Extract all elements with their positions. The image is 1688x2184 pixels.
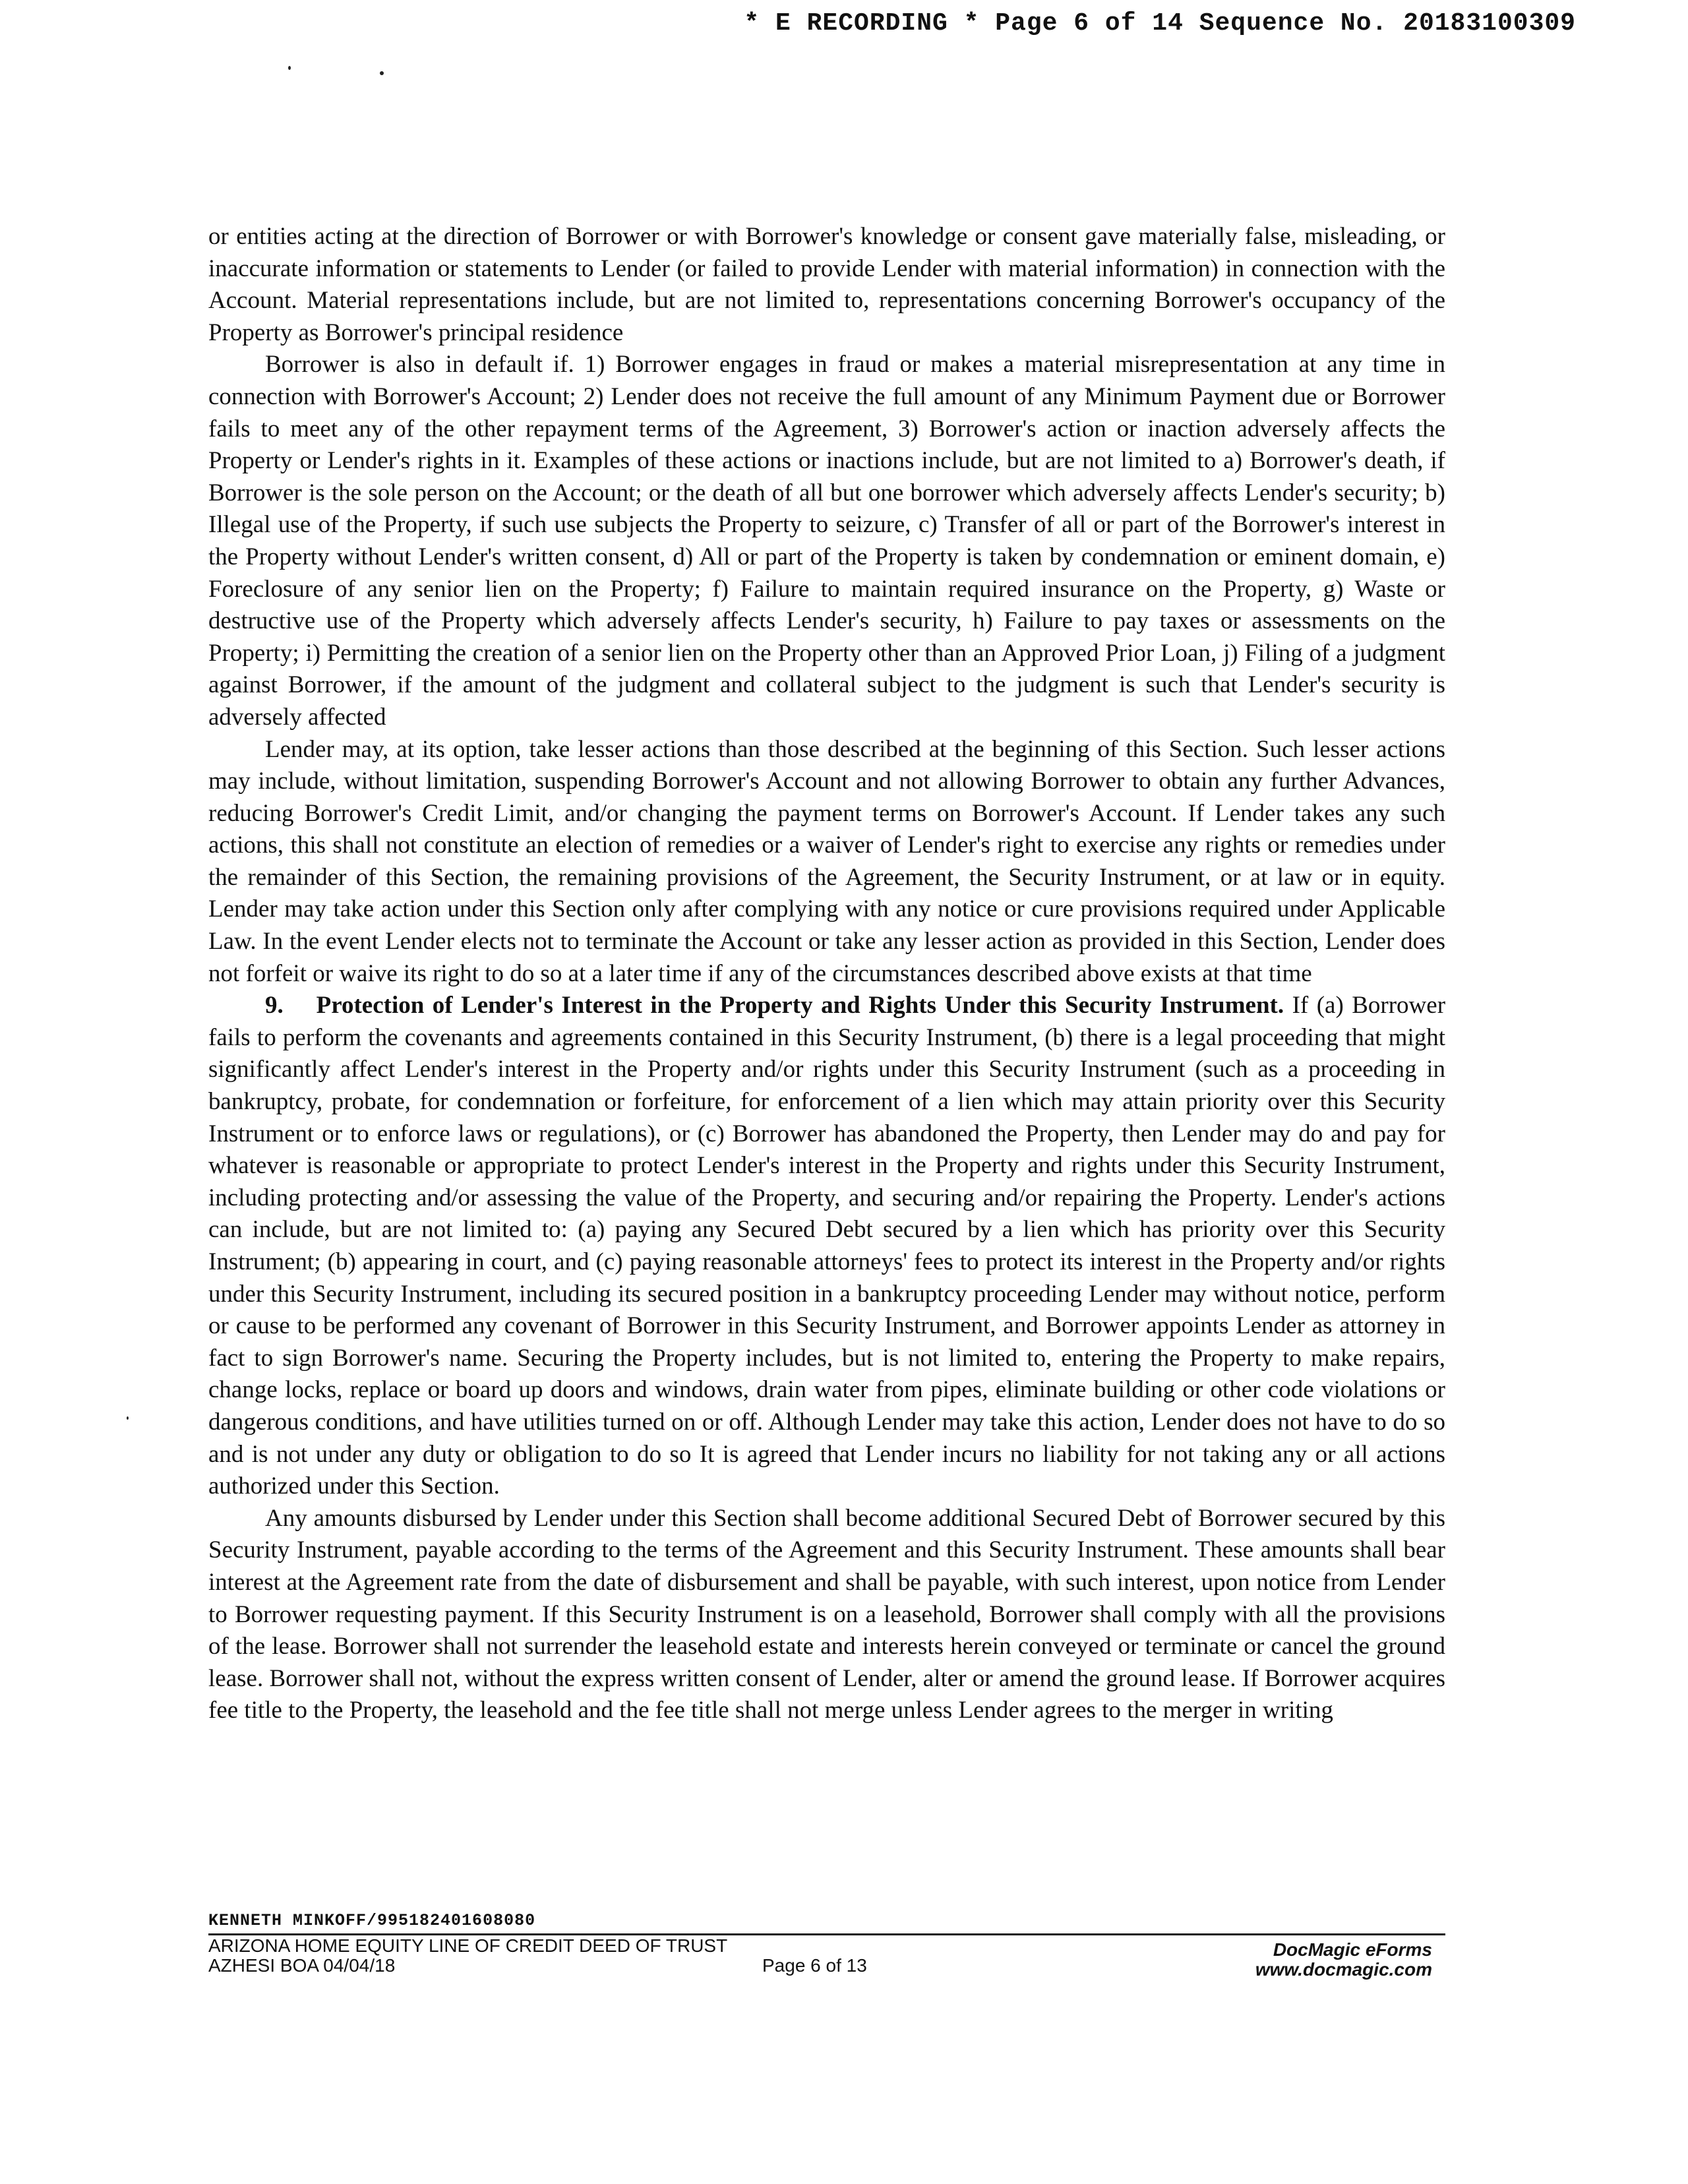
form-info bbox=[208, 1936, 727, 1976]
docmagic-brand bbox=[1255, 1940, 1432, 1980]
section-heading: Protection of Lender's Interest in the Property and Rights Under this Security Instrument. bbox=[316, 992, 1284, 1019]
section-number: 9. bbox=[265, 992, 284, 1019]
brand-logo-text: DocMagic eForms bbox=[1273, 1939, 1432, 1960]
scan-speck bbox=[127, 1416, 129, 1420]
form-title: ARIZONA HOME EQUITY LINE OF CREDIT DEED OF TRUST bbox=[208, 1935, 728, 1956]
brand-website: www.docmagic.com bbox=[1255, 1959, 1432, 1980]
paragraph: or entities acting at the direction of Borrower or with Borrower's knowledge or consent gave materially false, misleading, or inaccurate information or statements to Lender (or failed to provide Lender with material information) in connection with the Account. Material representations include, but are not limited to, representations concerning Borrower's occupancy of the Property as Borrower's principal residence bbox=[208, 223, 1445, 346]
borrower-id: KENNETH MINKOFF/995182401608080 bbox=[208, 1911, 536, 1930]
document-body bbox=[208, 221, 1445, 1727]
section-9-paragraph bbox=[208, 990, 1445, 1503]
paragraph: Any amounts disbursed by Lender under this Section shall become additional Secured Debt of Borrower secured by this Security Instrument, payable according to the terms of the Agreement and this Security Instrument. These amounts shall bear interest at the Agreement rate from the date of disbursement and shall be payable, with such interest, upon notice from Lender to Borrower requesting payment. If this Security Instrument is on a leasehold, Borrower shall comply with all the provisions of the lease. Borrower shall not surrender the leasehold estate and interests herein conveyed or terminate or cancel the ground lease. Borrower shall not, without the express written consent of Lender, alter or amend the ground lease. If Borrower acquires fee title to the Property, the leasehold and the fee title shall not merge unless Lender agrees to the merger in writing bbox=[208, 1504, 1445, 1724]
form-code: AZHESI BOA 04/04/18 bbox=[208, 1955, 396, 1976]
scan-speck bbox=[380, 71, 384, 75]
page-footer bbox=[208, 1911, 1445, 1980]
section-text: If (a) Borrower fails to perform the covenants and agreements contained in this Security Instrument, (b) there is a legal proceeding that might significantly affect Lender's interest in the Property and/or rights under this Security Instrument (such as a proceeding in bankruptcy, probate, for condemnation or forfeiture, for enforcement of a lien which may attain priority over this Security Instrument or to enforce laws or regulations), or (c) Borrower has abandoned the Property, then Lender may do and pay for whatever is reasonable or appropriate to protect Lender's interest in the Property and rights under this Security Instrument, including protecting and/or assessing the value of the Property, and securing and/or repairing the Property. Lender's actions can include, but are not limited to: (a) paying any Secured Debt secured by a lien which has priority over this Security Instrument; (b) appearing in court, and (c) paying reasonable attorneys' fees to protect its interest in the Property and/or rights under this Security Instrument, including its secured position in a bankruptcy proceeding Lender may without notice, perform or cause to be performed any covenant of Borrower in this Security Instrument, and Borrower appoints Lender as attorney in fact to sign Borrower's name. Securing the Property includes, but is not limited to, entering the Property to make repairs, change locks, replace or board up doors and windows, drain water from pipes, eliminate building or other code violations or dangerous conditions, and have utilities turned on or off. Although Lender may take this action, Lender does not have to do so and is not under any duty or obligation to do so It is agreed that Lender incurs no liability for not taking any or all actions authorized under this Section. bbox=[208, 992, 1446, 1500]
scan-speck bbox=[288, 66, 291, 70]
paragraph: Borrower is also in default if. 1) Borrower engages in fraud or makes a material misrepresentation at any time in connection with Borrower's Account; 2) Lender does not receive the full amount of any Minimum Payment due or Borrower fails to meet any of the other repayment terms of the Agreement, 3) Borrower's action or inaction adversely affects the Property or Lender's rights in it. Examples of these actions or inactions include, but are not limited to a) Borrower's death, if Borrower is the sole person on the Account; or the death of all but one borrower which adversely affects Lender's security; b) Illegal use of the Property, if such use subjects the Property to seizure, c) Transfer of all or part of the Borrower's interest in the Property without Lender's written consent, d) All or part of the Property is taken by condemnation or eminent domain, e) Foreclosure of any senior lien on the Property; f) Failure to maintain required insurance on the Property, g) Waste or destructive use of the Property which adversely affects Lender's security, h) Failure to pay taxes or assessments on the Property; i) Permitting the creation of a senior lien on the Property other than an Approved Prior Loan, j) Filing of a judgment against Borrower, if the amount of the judgment and collateral subject to the judgment is such that Lender's security is adversely affected bbox=[208, 351, 1445, 731]
paragraph: Lender may, at its option, take lesser actions than those described at the beginning of this Section. Such lesser actions may include, without limitation, suspending Borrower's Account and not allowing Borrower to obtain any further Advances, reducing Borrower's Credit Limit, and/or changing the payment terms on Borrower's Account. If Lender takes any such actions, this shall not constitute an election of remedies or a waiver of Lender's right to exercise any rights or remedies under the remainder of this Section, the remaining provisions of the Agreement, the Security Instrument, or at law or in equity. Lender may take action under this Section only after complying with any notice or cure provisions required under Applicable Law. In the event Lender elects not to terminate the Account or take any lesser action as provided in this Section, Lender does not forfeit or waive its right to do so at a later time if any of the circumstances described above exists at that time bbox=[208, 735, 1445, 987]
page-number: Page 6 of 13 bbox=[762, 1955, 867, 1976]
recording-header: * E RECORDING * Page 6 of 14 Sequence No. 20183100309 bbox=[744, 9, 1576, 38]
